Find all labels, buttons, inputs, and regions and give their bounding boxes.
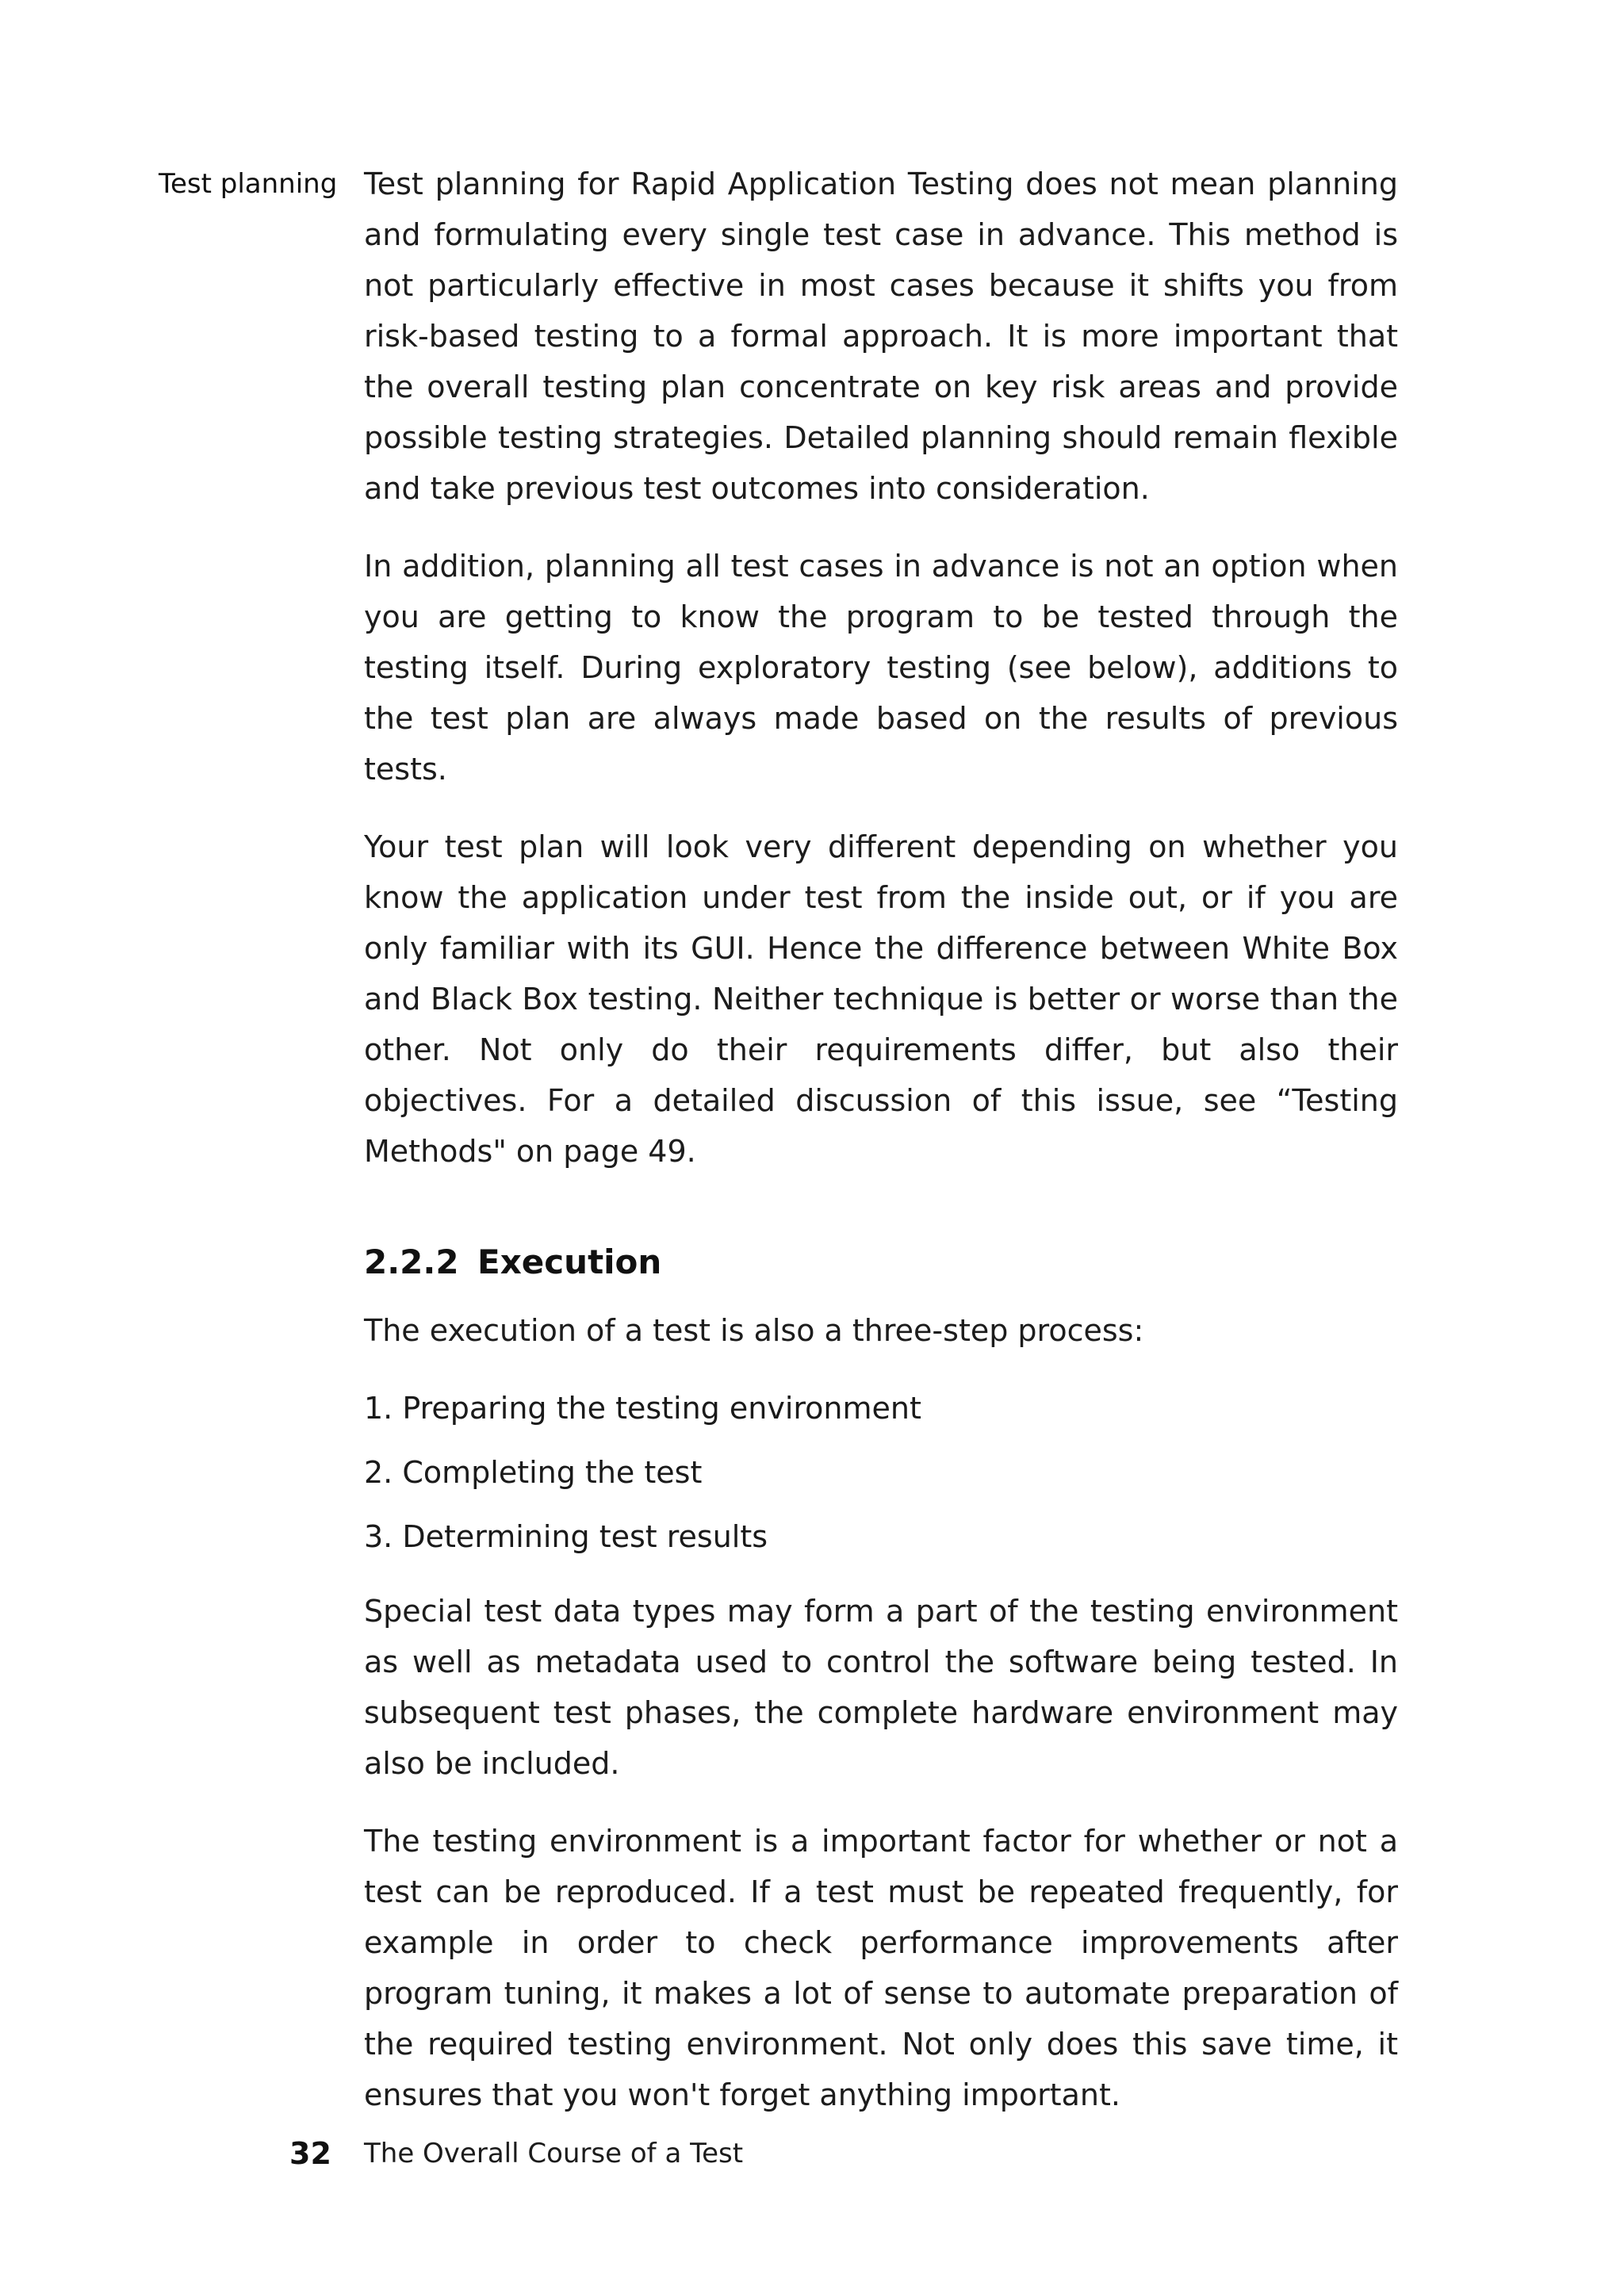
list-item: 2. Completing the test [364, 1455, 703, 1490]
section-heading [364, 1237, 1398, 1288]
section-number: 2.2.2 [364, 1242, 459, 1281]
intro-paragraph: The execution of a test is also a three-step process: [364, 1313, 1144, 1348]
list-item: 1. Preparing the testing environment [364, 1391, 921, 1426]
main-text-column [364, 159, 1398, 2147]
paragraph: The testing environment is a important factor for whether or not a test can be reproduced. If a test must be repeated frequently, for example in order to check performance improvements after program tuning, it makes a lot of sense to automate preparation of the required testing environment. Not only does this save time, it ensures that you won't forget anything important. [364, 1824, 1398, 2112]
paragraph: Test planning for Rapid Application Testing does not mean planning and formulating every single test case in advance. This method is not particularly effective in most cases because it shifts you from risk-based testing to a formal approach. It is more important that the overall testing plan concentrate on key risk areas and provide possible testing strategies. Detailed planning should remain flexible and take previous test outcomes into consideration. [364, 167, 1398, 506]
paragraph: Special test data types may form a part of the testing environment as well as metadata used to control the software being tested. In subsequent test phases, the complete hardware environment may also be included. [364, 1594, 1398, 1781]
page-number: 32 [289, 2136, 331, 2171]
paragraph: In addition, planning all test cases in advance is not an option when you are getting to know the program to be tested through the testing itself. During exploratory testing (see below), additions to the test plan are always made based on the results of previous tests. [364, 549, 1398, 787]
section-title: Execution [477, 1242, 662, 1281]
paragraph: Your test plan will look very different depending on whether you know the application under test from the inside out, or if you are only familiar with its GUI. Hence the difference between White Box and Black Box testing. Neither technique is better or worse than the other. Not only do their requirements differ, but also their objectives. For a detailed discussion of this issue, see “Testing Methods" on page 49. [364, 829, 1398, 1169]
running-title: The Overall Course of a Test [364, 2138, 744, 2169]
margin-note: Test planning [159, 168, 338, 200]
steps-list [364, 1383, 1398, 1562]
list-item: 3. Determining test results [364, 1519, 768, 1554]
